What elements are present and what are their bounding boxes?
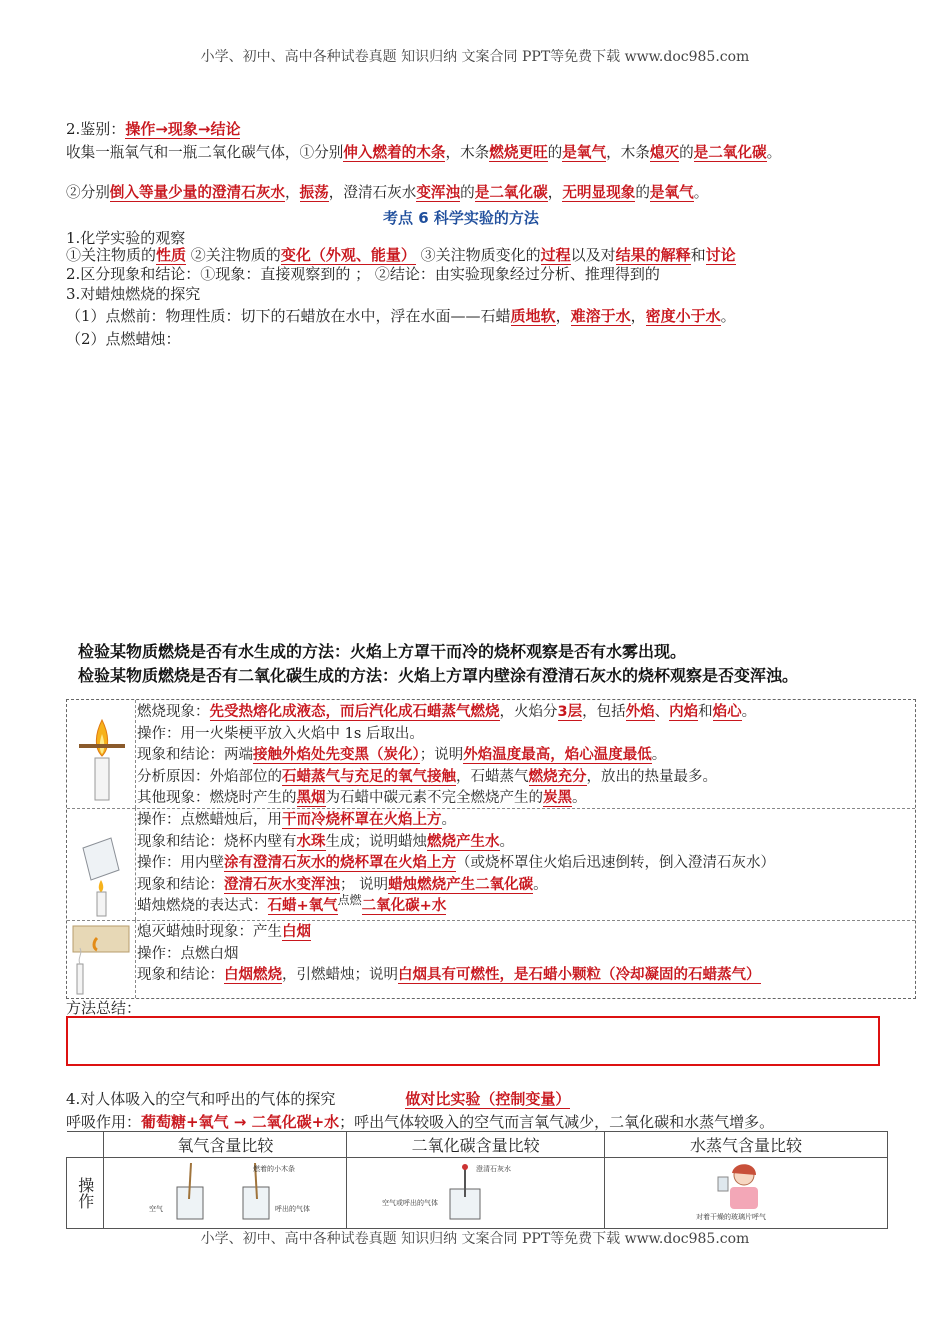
kaodian-title: 考点 6 科学实验的方法	[383, 209, 539, 227]
note-co2: 检验某物质燃烧是否有二氧化碳生成的方法：火焰上方罩内壁涂有澄清石灰水的烧杯观察是否变浑浊。	[78, 666, 799, 685]
col-co2: 二氧化碳含量比较	[347, 1132, 605, 1158]
obs-line-4: 3.对蜡烛燃烧的探究	[66, 285, 201, 303]
oxygen-label-air: 空气	[149, 1205, 164, 1213]
row-label-operation: 操作	[67, 1158, 104, 1229]
obs-line-2: ①关注物质的性质 ②关注物质的变化（外观、能量） ③关注物质变化的过程以及对结果的解释和讨论	[66, 246, 736, 264]
comparison-table	[66, 1131, 888, 1229]
summary-box	[66, 1016, 880, 1066]
breath-title: 4.对人体吸入的空气和呼出的气体的探究 做对比实验（控制变量）	[66, 1090, 571, 1108]
co2-image	[347, 1158, 605, 1229]
candle-row-1: 燃烧现象：先受热熔化成液态，而后汽化成石蜡蒸气燃烧，火焰分3层，包括外焰、内焰和焰心。 操作：用一火柴梗平放入火焰中 1s 后取出。 现象和结论：两端接触外焰处先变黑（炭化）；说明外焰温度最高，焰心温度最低。 分析原因：外焰部位的石蜡蒸气与充足的氧气接触，石蜡蒸气燃烧充分，放出的热量最多。 其他现象：燃烧时产生的黑烟为石蜡中碳元素不完全燃烧产生的炭黑。	[137, 704, 757, 806]
col-oxygen: 氧气含量比较	[104, 1132, 347, 1158]
candle-experiment-box	[66, 699, 916, 999]
beaker-image	[67, 808, 136, 920]
obs-title: 1.化学实验的观察	[66, 229, 186, 247]
identify-line-1: 收集一瓶氧气和一瓶二氧化碳气体，①分别伸入燃着的木条，木条燃烧更旺的是氧气，木条熄灭的是二氧化碳。	[66, 144, 782, 161]
water-image	[604, 1158, 887, 1229]
summary-label: 方法总结：	[66, 999, 142, 1017]
obs-line-3: 2.区分现象和结论：①现象：直接观察到的 ； ②结论：由实验现象经过分析、推理得到的	[66, 265, 660, 283]
water-label: 对着干燥的玻璃片呼气	[695, 1213, 766, 1221]
candle-row-2: 操作：点燃蜡烛后，用干而冷烧杯罩在火焰上方。 现象和结论：烧杯内壁有水珠生成；说明蜡烛燃烧产生水。 操作：用内壁涂有澄清石灰水的烧杯罩在火焰上方（或烧杯罩住火焰后迅速倒转，倒入澄清石灰水） 现象和结论：澄清石灰水变浑浊； 说明蜡烛燃烧产生二氧化碳。 蜡烛燃烧的表达式：石蜡+氧气$^{点燃}$二氧化碳+水	[137, 812, 775, 914]
oxygen-image	[104, 1158, 347, 1229]
page-footer: 小学、初中、高中各种试卷真题 知识归纳 文案合同 PPT等免费下载 www.doc985.com	[200, 1231, 750, 1247]
obs-line-5: （1）点燃前：物理性质：切下的石蜡放在水中，浮在水面——石蜡质地软，难溶于水，密度小于水。	[66, 307, 736, 325]
note-water: 检验某物质燃烧是否有水生成的方法：火焰上方罩干而冷的烧杯观察是否有水雾出现。	[78, 642, 687, 661]
candle-row-3: 熄灭蜡烛时现象：产生白烟 操作：点燃白烟 现象和结论：白烟燃烧，引燃蜡烛；说明白烟具有可燃性，是石蜡小颗粒（冷却凝固的石蜡蒸气）	[137, 924, 761, 983]
oxygen-label-stick: 燃着的小木条	[253, 1165, 296, 1173]
page-header: 小学、初中、高中各种试卷真题 知识归纳 文案合同 PPT等免费下载 www.doc985.com	[200, 49, 750, 65]
oxygen-label-exhaled: 呼出的气体	[275, 1205, 311, 1213]
co2-label-limewater: 澄清石灰水	[475, 1165, 511, 1173]
candle-flame-image	[67, 700, 136, 808]
breath-line-2: 呼吸作用：葡萄糖+氧气 → 二氧化碳+水；呼出气体较吸入的空气而言氧气减少，二氧化碳和水蒸气增多。	[66, 1113, 775, 1131]
obs-line-6: （2）点燃蜡烛：	[66, 330, 181, 348]
extinguish-image	[67, 920, 136, 998]
co2-label-gas: 空气或呼出的气体	[381, 1199, 438, 1207]
identify-line-2: ②分别倒入等量少量的澄清石灰水，振荡，澄清石灰水变浑浊的是二氧化碳，无明显现象的是氧气。	[66, 184, 709, 201]
col-water: 水蒸气含量比较	[604, 1132, 887, 1158]
section-identify: 2.鉴别：操作→现象→结论	[66, 120, 241, 138]
